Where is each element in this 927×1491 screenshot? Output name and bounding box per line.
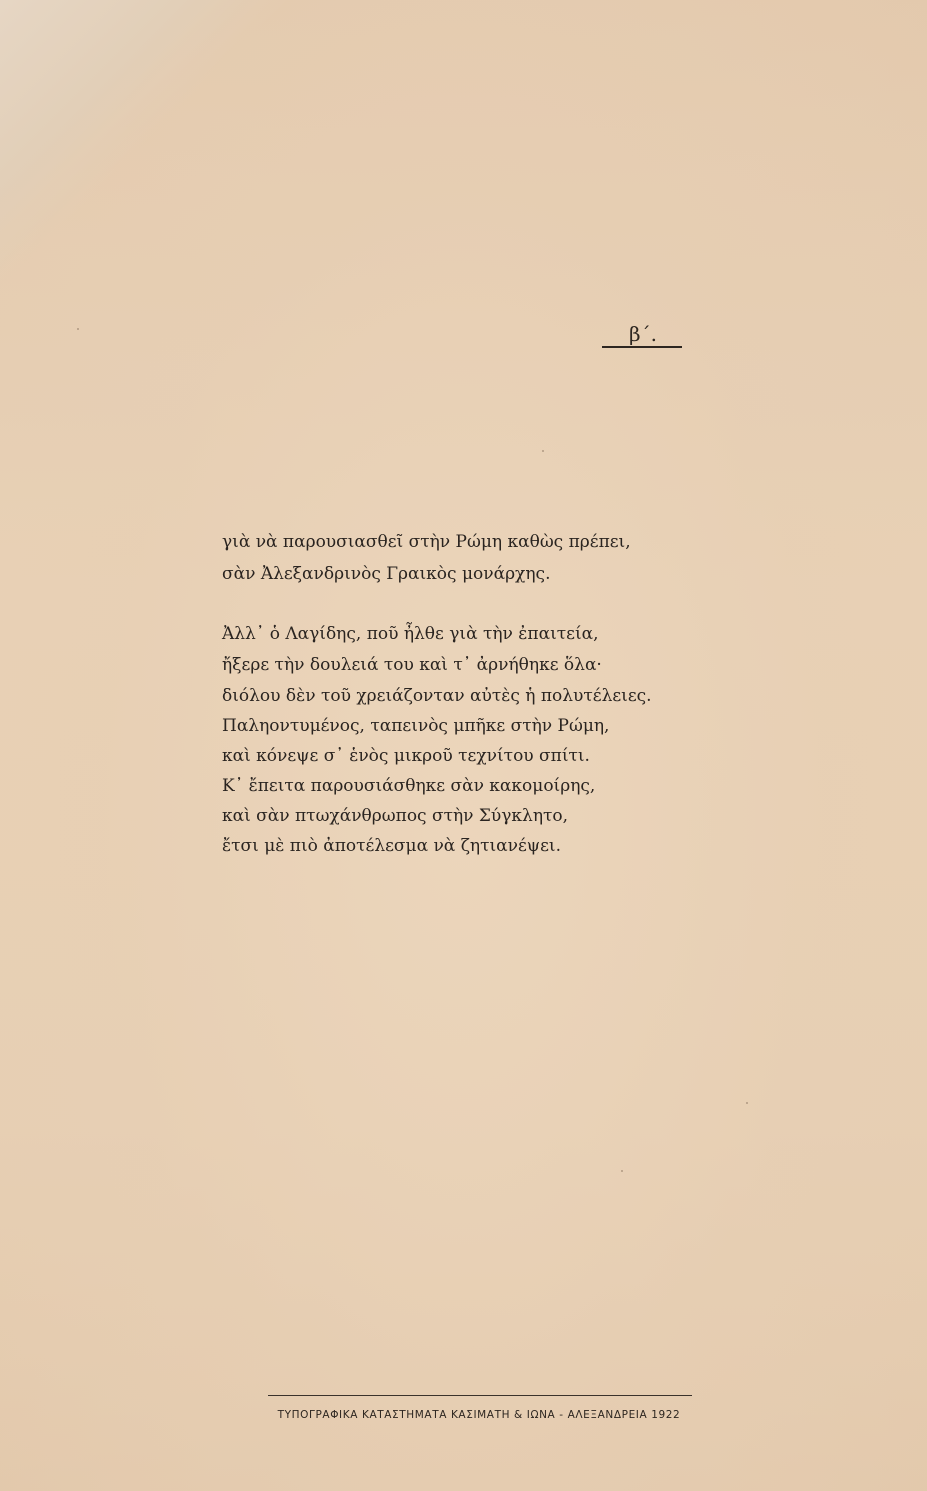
poem-line: Κ᾽ ἔπειτα παρουσιάσθηκε σὰν κακομοίρης, <box>222 776 596 796</box>
section-underline <box>602 346 682 348</box>
poem-line: καὶ κόνεψε σ᾽ ἑνὸς μικροῦ τεχνίτου σπίτι. <box>222 746 590 766</box>
poem-line: γιὰ νὰ παρουσιασθεῖ στὴν Ρώμη καθὼς πρέπει, <box>222 532 631 552</box>
section-number: β΄. <box>629 322 657 346</box>
paper-speck <box>542 450 544 452</box>
poem-line: καὶ σὰν πτωχάνθρωπος στὴν Σύγκλητο, <box>222 806 569 826</box>
poem-line: ἤξερε τὴν δουλειά του καὶ τ᾽ ἀρνήθηκε ὅλα· <box>222 655 602 675</box>
printer-imprint: ΤΥΠΟΓΡΑΦΙΚΑ ΚΑΤΑΣΤΗΜΑΤΑ ΚΑΣΙΜΑΤΗ & ΙΩΝΑ - ΑΛΕΞΑΝΔΡΕΙΑ 1922 <box>277 1409 681 1421</box>
poem-line: διόλου δὲν τοῦ χρειάζονταν αὐτὲς ἡ πολυτέλειες. <box>222 686 652 706</box>
paper-speck <box>77 328 79 330</box>
folded-corner <box>0 0 300 300</box>
footer-rule <box>268 1395 692 1396</box>
paper-speck <box>621 1170 623 1172</box>
poem-line: Ἀλλ᾽ ὁ Λαγίδης, ποῦ ἦλθε γιὰ τὴν ἐπαιτεία, <box>222 624 599 644</box>
paper-speck <box>746 1102 748 1104</box>
poem-line: Παληοντυμένος, ταπεινὸς μπῆκε στὴν Ρώμη, <box>222 716 610 736</box>
poem-line: σὰν Ἀλεξανδρινὸς Γραικὸς μονάρχης. <box>222 564 551 584</box>
poem-line: ἔτσι μὲ πιὸ ἀποτέλεσμα νὰ ζητιανέψει. <box>222 836 561 856</box>
